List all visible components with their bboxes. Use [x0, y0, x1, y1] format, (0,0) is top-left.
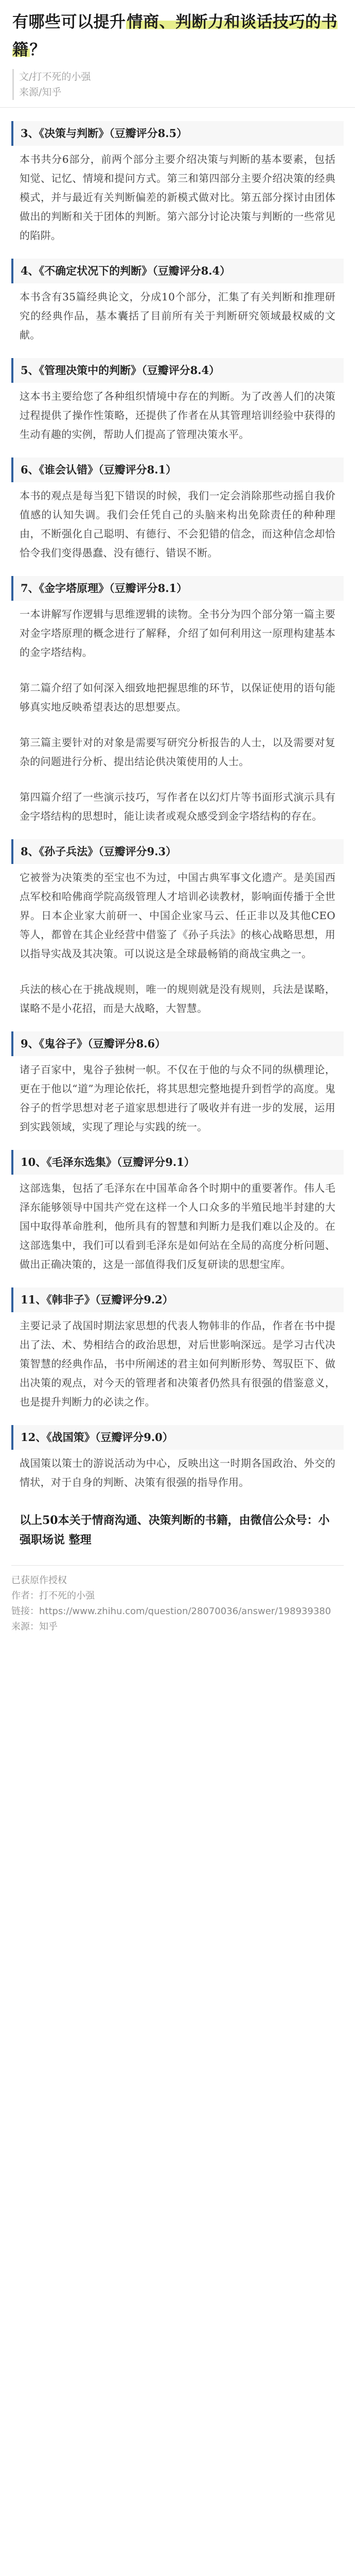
- book-paragraph: 第二篇介绍了如何深入细致地把握思维的环节，以保证使用的语句能够真实地反映希望表达的思想要点。: [20, 682, 335, 713]
- source-line: 来源/知乎: [19, 87, 62, 98]
- book-paragraph: 第三篇主要针对的对象是需要写研究分析报告的人士，以及需要对复杂的问题进行分析、提出结论供决策使用的人士。: [20, 736, 335, 768]
- closing-note: 以上50本关于情商沟通、决策判断的书籍，由微信公众号：小强职场说 整理: [20, 1514, 330, 1547]
- footer-source: 来源：知乎: [11, 1621, 58, 1632]
- book-paragraph: 一本讲解写作逻辑与思维逻辑的读物。全书分为四个部分第一篇主要对金字塔原理的概念进行了解释，介绍了如何利用这一原理构建基本的金字塔结构。: [20, 608, 335, 658]
- book-heading: 8、《孙子兵法》（豆瓣评分9.3）: [11, 839, 344, 864]
- author-line: 文/打不死的小强: [19, 71, 91, 82]
- book-paragraph: 第四篇介绍了一些演示技巧，写作者在以幻灯片等书面形式演示具有金字塔结构的思想时，能让读者或观众感受到金字塔结构的存在。: [20, 791, 335, 822]
- book-paragraph: 这部选集，包括了毛泽东在中国革命各个时期中的重要著作。伟人毛泽东能够领导中国共产党在这样一个人口众多的半殖民地半封建的大国中取得革命胜利，他所具有的智慧和判断力是我们难以企及的。在这部选集中，我们可以看到毛泽东是如何站在全局的高度分析问题、做出正确决策的，这是一部值得我们反复研读的思想宝库。: [20, 1182, 335, 1270]
- book-paragraph: 本书的观点是每当犯下错误的时候，我们一定会消除那些动摇自我价值感的认知失调。我们会任凭自己的头脑来构出免除责任的种种理由，不断强化自己聪明、有德行、不会犯错的信念，而这种信念却恰恰令我们变得愚蠢、没有德行、错误不断。: [20, 489, 335, 559]
- header-divider: [0, 107, 355, 108]
- footer-author: 作者：打不死的小强: [11, 1590, 95, 1601]
- book-list: [11, 121, 344, 1492]
- book-paragraph: 战国策以策士的游说活动为中心，反映出这一时期各国政治、外交的情状，对于自身的判断、决策有很强的指导作用。: [20, 1457, 335, 1488]
- book-heading: 3、《决策与判断》（豆瓣评分8.5）: [11, 121, 344, 146]
- book-paragraph: 诸子百家中，鬼谷子独树一帜。不仅在于他的与众不同的纵横理论，更在于他以“道”为理论依托，将其思想完整地提升到哲学的高度。鬼谷子的哲学思想对老子道家思想进行了吸收并有进一步的发展，运用到实践领域，实现了理论与实践的统一。: [20, 1063, 335, 1133]
- book-paragraph: 本书含有35篇经典论文，分成10个部分，汇集了有关判断和推理研究的经典作品，基本囊括了目前所有关于判断研究领域最权威的文献。: [20, 291, 335, 341]
- book-paragraph: 主要记录了战国时期法家思想的代表人物韩非的作品，作者在书中提出了法、术、势相结合的政治思想，对后世影响深远。是学习古代决策智慧的经典作品，书中所阐述的君主如何判断形势、驾驭臣下、做出决策的观点，对今天的管理者和决策者仍然具有很强的借鉴意义，也是提升判断力的必读之作。: [20, 1319, 335, 1408]
- book-heading: 6、《谁会认错》（豆瓣评分8.1）: [11, 457, 344, 482]
- closing-section: [11, 1511, 344, 1550]
- book-paragraph: 本书共分6部分，前两个部分主要介绍决策与判断的基本要素，包括知觉、记忆、情境和提问方式。第三和第四部分主要介绍决策的经典模式，并与最近有关判断偏差的新模式做对比。第五部分探讨由团体做出的判断和关于团体的判断。第六部分讨论决策与判断的一些常见的陷阱。: [20, 153, 335, 242]
- book-paragraph: 这本书主要给您了各种组织情境中存在的判断。为了改善人们的决策过程提供了操作性策略，还提供了作者在从其管理培训经验中获得的生动有趣的实例，帮助人们提高了管理决策水平。: [20, 390, 335, 440]
- article-header: [12, 8, 343, 100]
- article-title-prefix: 有哪些可以提升: [12, 13, 126, 31]
- book-heading: 12、《战国策》（豆瓣评分9.0）: [11, 1425, 344, 1450]
- book-paragraph: 它被誉为决策类的至宝也不为过，中国古典军事文化遗产。是美国西点军校和哈佛商学院高级管理人才培训必读教材，影响面传播于全世界。日本企业家大前研一、中国企业家马云、任正非以及其他CEO等人，都曾在其企业经营中借鉴了《孙子兵法》的核心战略思想，用以指导实战及其决策。可以说这是全球最畅销的商战宝典之一。: [20, 871, 335, 960]
- book-heading: 7、《金字塔原理》（豆瓣评分8.1）: [11, 576, 344, 601]
- book-heading: 10、《毛泽东选集》（豆瓣评分9.1）: [11, 1150, 344, 1175]
- article-title-highlight: 情商、判断力和谈话技巧的书籍: [12, 13, 338, 59]
- license-note: 已获原作授权: [11, 1575, 67, 1586]
- article-meta: [12, 69, 343, 100]
- article-footer: [11, 1565, 344, 1635]
- book-heading: 4、《不确定状况下的判断》（豆瓣评分8.4）: [11, 259, 344, 283]
- article-title: [12, 8, 343, 64]
- source-link[interactable]: 链接：https://www.zhihu.com/question/28070036/answer/198939380: [11, 1606, 331, 1617]
- book-paragraph: 兵法的核心在于挑战规则，唯一的规则就是没有规则，兵法是谋略，谋略不是小花招，而是大战略，大智慧。: [20, 983, 335, 1014]
- book-heading: 11、《韩非子》（豆瓣评分9.2）: [11, 1287, 344, 1312]
- article-title-suffix: ？: [29, 41, 46, 59]
- book-heading: 5、《管理决策中的判断》（豆瓣评分8.4）: [11, 358, 344, 383]
- book-heading: 9、《鬼谷子》（豆瓣评分8.6）: [11, 1031, 344, 1056]
